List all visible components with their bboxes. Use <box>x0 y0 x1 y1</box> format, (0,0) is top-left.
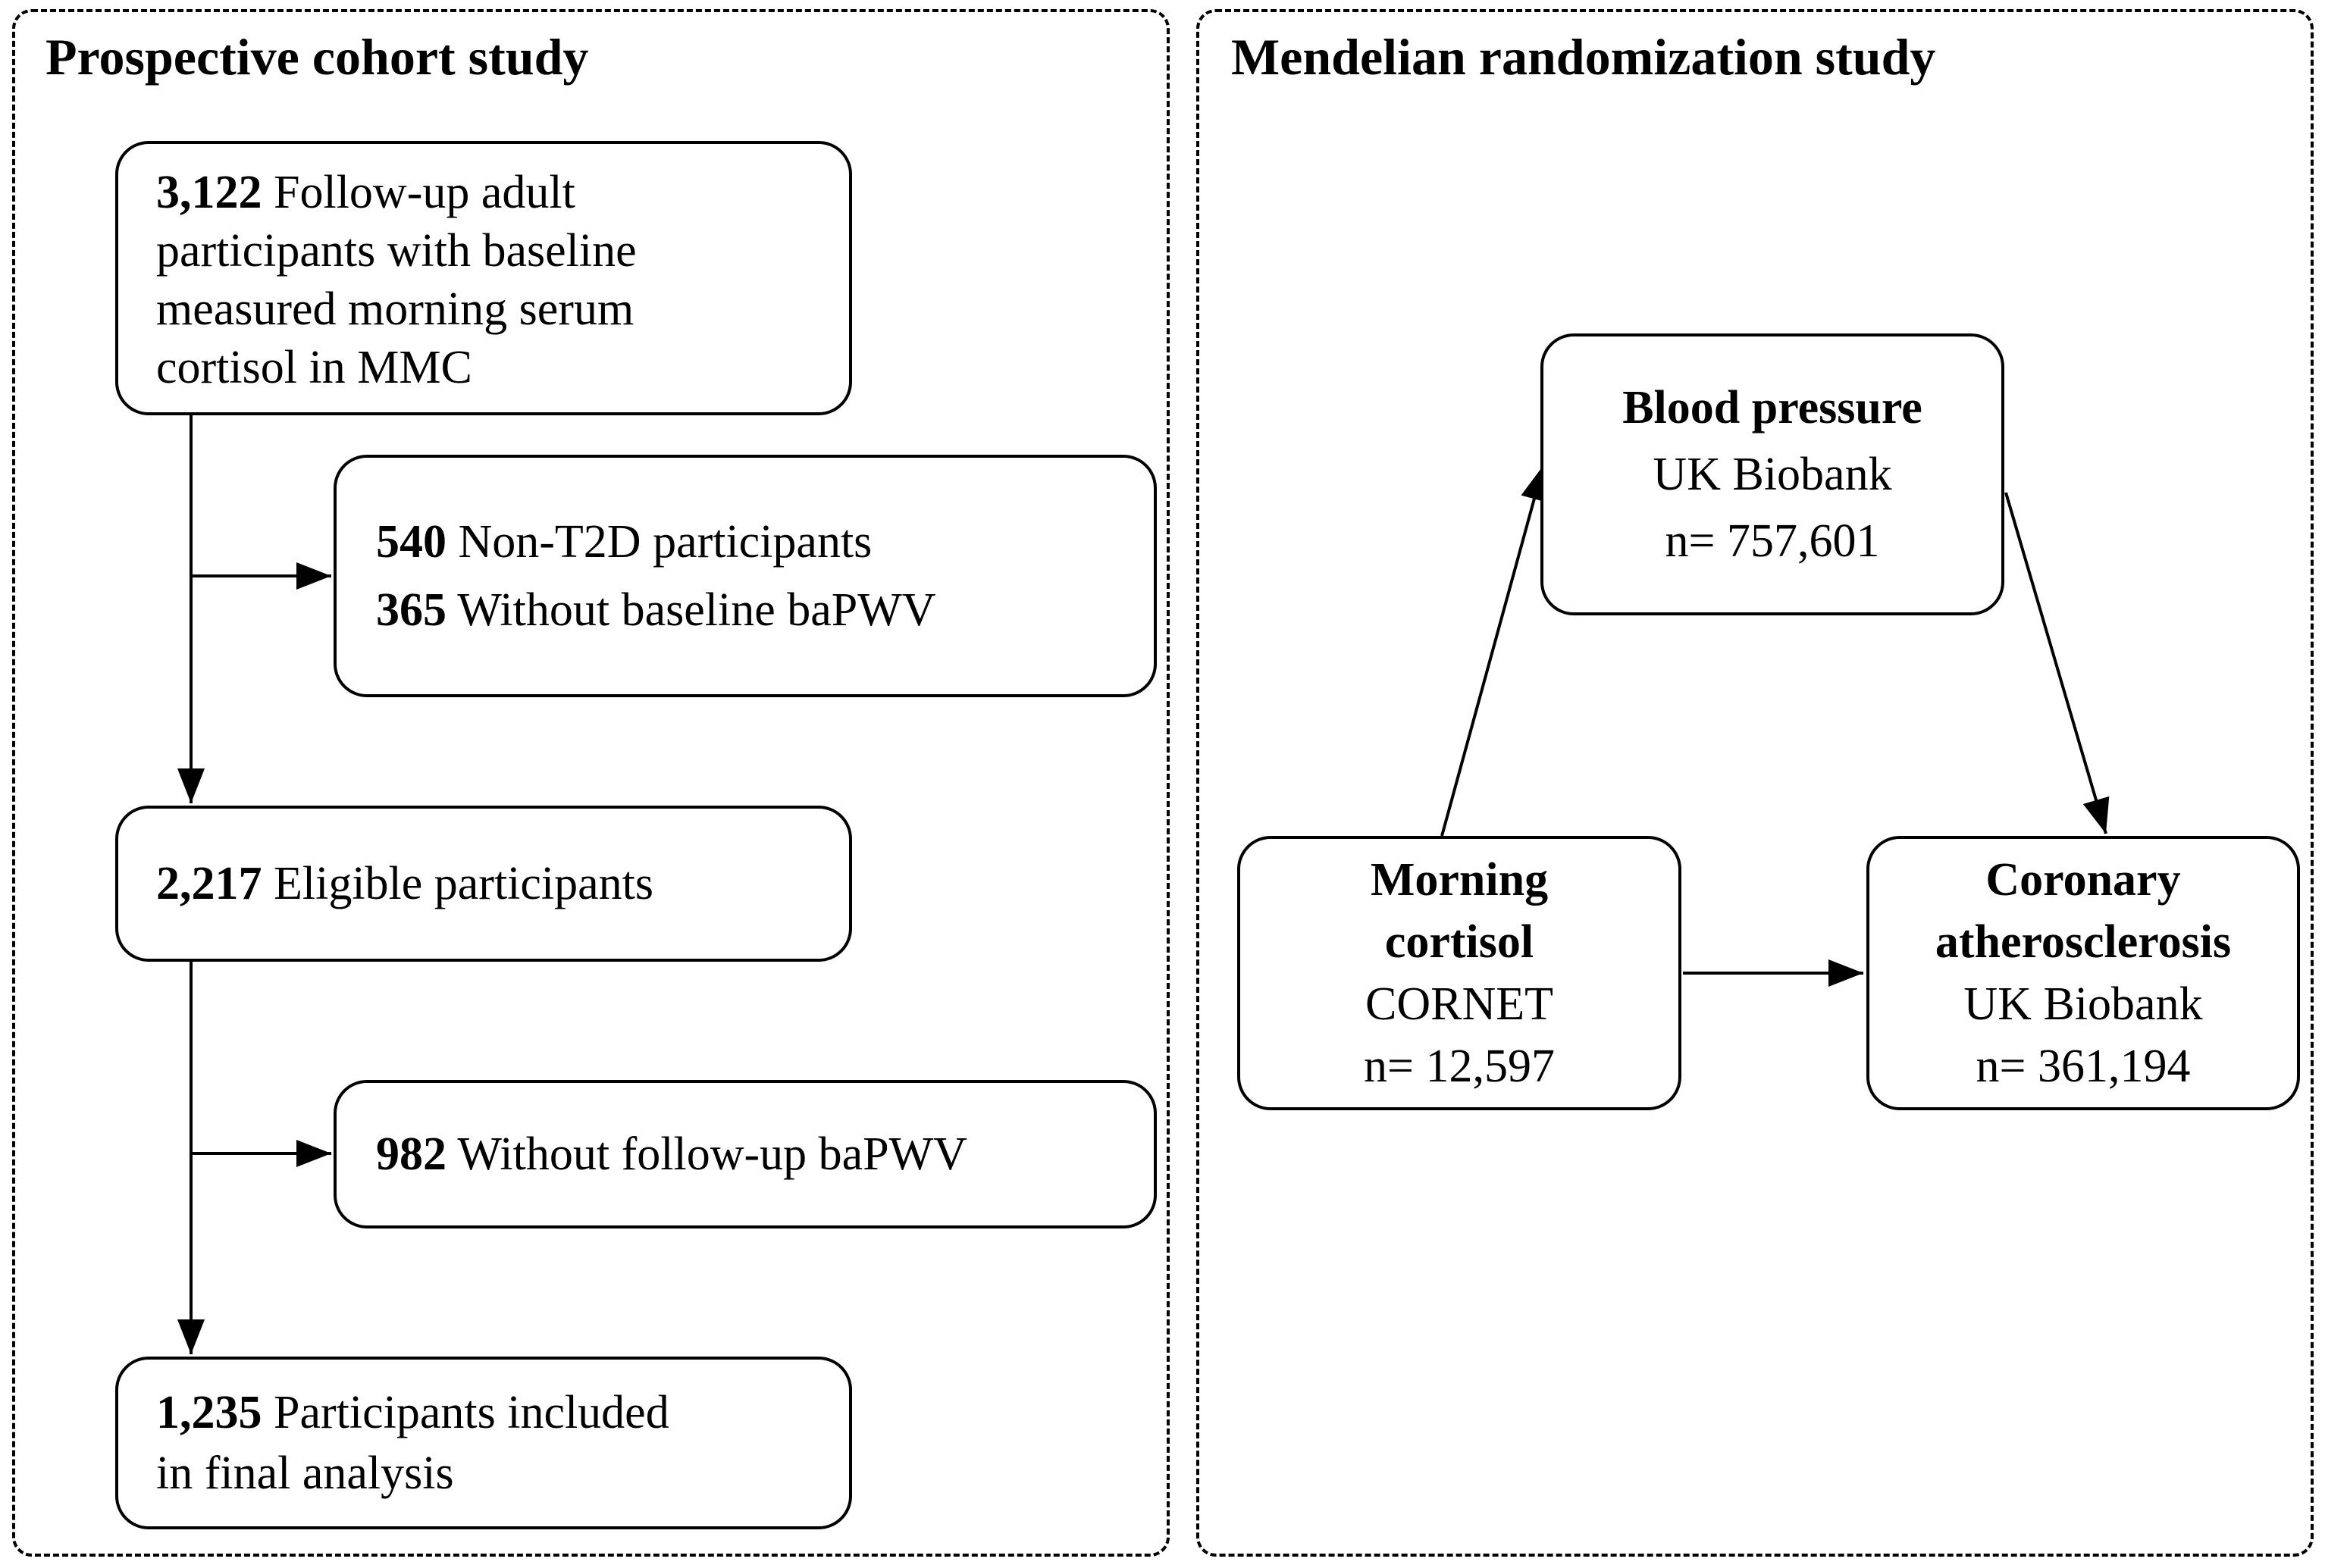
count-final: 1,235 <box>156 1387 262 1438</box>
count-non-t2d: 540 <box>376 516 447 568</box>
box-line <box>1869 849 2297 911</box>
box-text: Non-T2D participants <box>458 516 873 568</box>
box-line <box>376 576 1154 644</box>
box-line <box>1240 911 1678 973</box>
cohort-panel-title: Prospective cohort study <box>45 28 589 86</box>
mendelian-panel-title: Mendelian randomization study <box>1231 28 1936 86</box>
count-eligible: 2,217 <box>156 857 262 909</box>
box-text: Participants included <box>274 1387 669 1438</box>
box-line <box>1240 849 1678 911</box>
box-line: n= 12,597 <box>1364 1041 1555 1092</box>
box-line: cortisol in MMC <box>156 342 472 393</box>
exposure-name: cortisol <box>1384 916 1534 968</box>
box-line <box>156 1382 849 1443</box>
box-line <box>376 508 1154 576</box>
box-text: Without follow-up baPWV <box>457 1128 967 1180</box>
box-morning-cortisol <box>1237 836 1681 1110</box>
box-line <box>156 857 653 911</box>
box-line: in final analysis <box>156 1448 454 1499</box>
count-initial: 3,122 <box>156 167 262 218</box>
box-final-analysis <box>115 1357 852 1529</box>
box-eligible-participants <box>115 806 852 962</box>
outcome-name: Coronary <box>1985 854 2181 906</box>
box-line: measured morning serum <box>156 283 635 335</box>
mendelian-panel <box>1196 9 2314 1557</box>
box-blood-pressure <box>1540 333 2004 615</box>
exposure-name: Morning <box>1370 854 1549 906</box>
outcome-name: atherosclerosis <box>1935 916 2232 968</box>
box-text: Follow-up adult <box>274 167 575 218</box>
box-line <box>1869 911 2297 973</box>
count-no-followup-bapwv: 982 <box>376 1128 447 1180</box>
box-line: UK Biobank <box>1653 449 1892 500</box>
box-line <box>1543 374 2001 441</box>
box-coronary-atherosclerosis <box>1866 836 2300 1110</box>
box-text: Without baseline baPWV <box>457 584 936 636</box>
box-line: CORNET <box>1365 978 1553 1030</box>
box-exclusion-2 <box>334 1080 1157 1228</box>
exposure-name: Blood pressure <box>1622 382 1922 433</box>
box-text: Eligible participants <box>274 857 654 909</box>
box-exclusion-1 <box>334 455 1157 697</box>
box-initial-participants <box>115 141 852 415</box>
box-line <box>156 164 828 222</box>
box-line: n= 361,194 <box>1976 1041 2191 1092</box>
count-no-baseline-bapwv: 365 <box>376 584 447 636</box>
box-line: n= 757,601 <box>1665 515 1880 567</box>
box-line: participants with baseline <box>156 225 637 277</box>
box-line: UK Biobank <box>1963 978 2203 1030</box>
box-line <box>376 1128 967 1181</box>
